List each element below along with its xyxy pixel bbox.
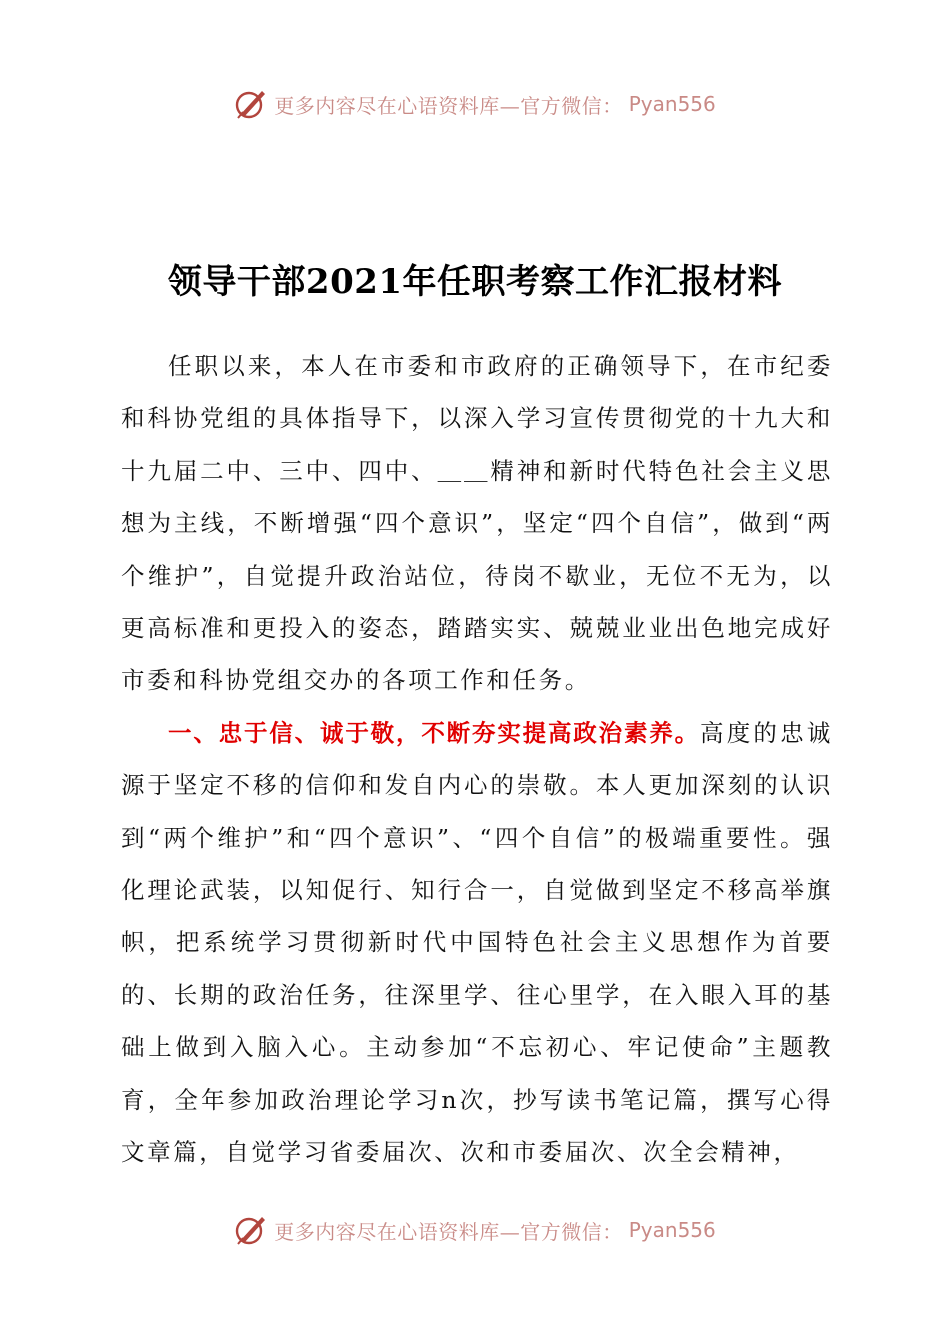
banner-text: 更多内容尽在心语资料库—官方微信： [274, 93, 623, 118]
section-1-paragraph [121, 707, 833, 1179]
quill-pen-logo-icon [234, 87, 268, 121]
banner-wechat-id: Pyan556 [628, 1218, 716, 1242]
section-1-body: 高度的忠诚源于坚定不移的信仰和发自内心的崇敬。本人更加深刻的认识到“两个维护”和“四个意识”、“四个自信”的极端重要性。强化理论武装，以知促行、知行合一，自觉做到坚定不移高举旗帜，把系统学习贯彻新时代中国特色社会主义思想作为首要的、长期的政治任务，往深里学、往心里学，在入眼入耳的基础上做到入脑入心。主动参加“不忘初心、牢记使命”主题教育，全年参加政治理论学习n次，抄写读书笔记篇，撰写心得文章篇，自觉学习省委届次、次和市委届次、次全会精神， [121, 718, 833, 1167]
banner-text: 更多内容尽在心语资料库—官方微信： [274, 1219, 623, 1244]
intro-paragraph: 任职以来，本人在市委和市政府的正确领导下，在市纪委和科协党组的具体指导下，以深入学习宣传贯彻党的十九大和十九届二中、三中、四中、＿＿精神和新时代特色社会主义思想为主线，不断增强“四个意识”，坚定“四个自信”，做到“两个维护”，自觉提升政治站位，待岗不歇业，无位不无为，以更高标准和更投入的姿态，踏踏实实、兢兢业业出色地完成好市委和科协党组交办的各项工作和任务。 [121, 352, 833, 695]
footer-watermark-banner [0, 1210, 950, 1250]
section-1-heading: 一、忠于信、诚于敬，不断夯实提高政治素养。 [168, 718, 700, 747]
document-title: 领导干部2021年任职考察工作汇报材料 [167, 262, 783, 302]
header-watermark-banner [0, 84, 950, 124]
banner-wechat-id: Pyan556 [628, 92, 716, 116]
quill-pen-logo-icon [234, 1213, 268, 1247]
document-body [121, 340, 833, 1179]
